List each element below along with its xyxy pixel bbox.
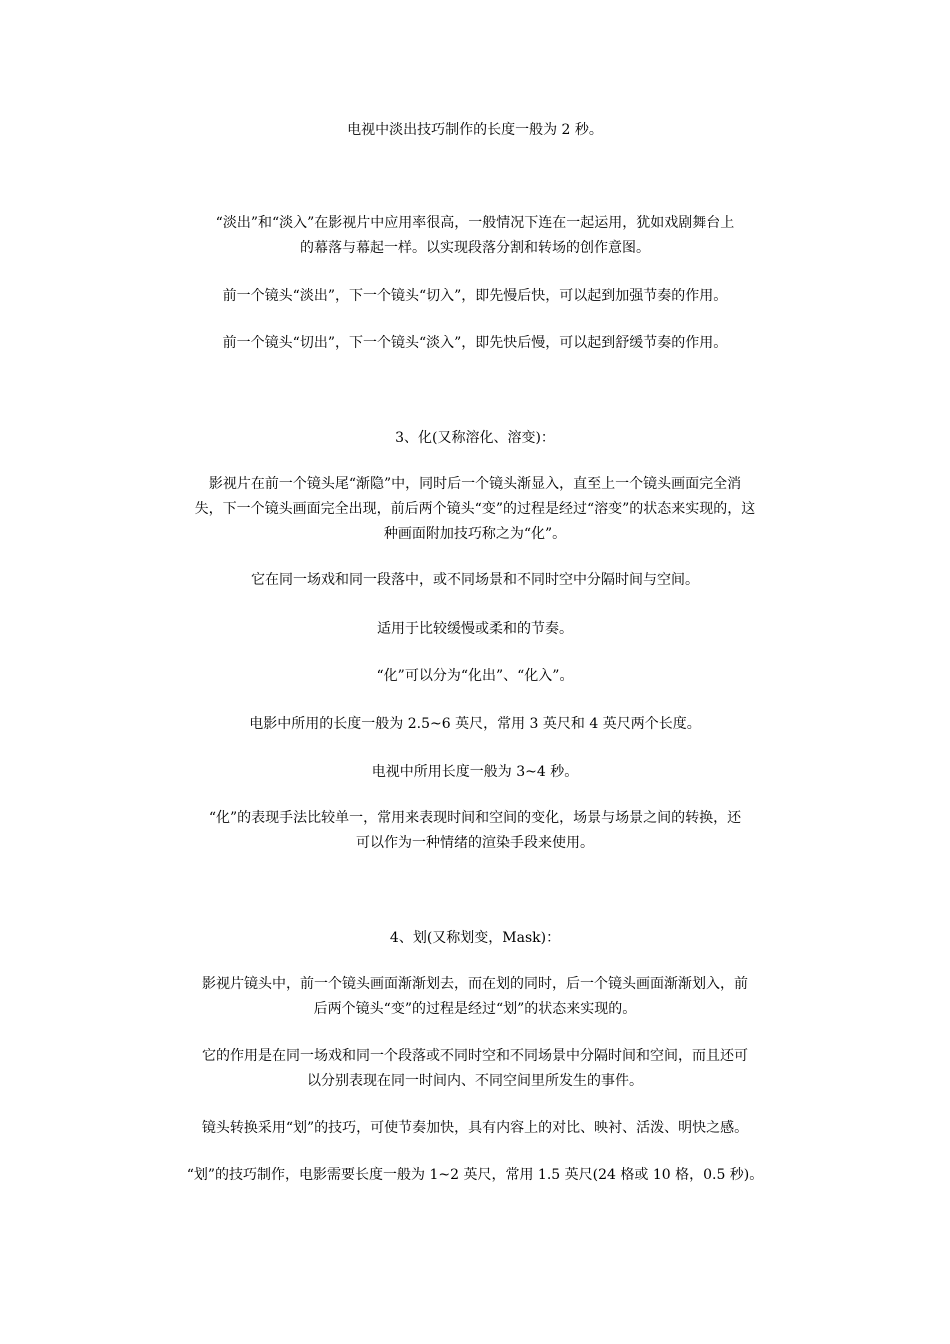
paragraph-wipe-effect xyxy=(140,1116,810,1141)
paragraph-dissolve-definition xyxy=(135,472,815,547)
text-line: 后两个镜头“变”的过程是经过“划”的状态来实现的。 xyxy=(313,1001,637,1017)
section-heading-wipe xyxy=(140,926,810,951)
text-line: 电视中淡出技巧制作的长度一般为 2 秒。 xyxy=(347,122,603,138)
text-line: 它的作用是在同一场戏和同一个段落或不同时空和不同场景中分隔时间和空间，而且还可 xyxy=(202,1048,748,1064)
text-line: “淡出”和“淡入”在影视片中应用率很高，一般情况下连在一起运用，犹如戏剧舞台上 xyxy=(215,215,735,231)
paragraph-fade-usage xyxy=(140,211,810,261)
text-line: 影视片镜头中，前一个镜头画面渐渐划去，而在划的同时，后一个镜头画面渐渐划入，前 xyxy=(202,976,748,992)
text-line: 电视中所用长度一般为 3~4 秒。 xyxy=(371,764,579,780)
text-line: 电影中所用的长度一般为 2.5~6 英尺，常用 3 英尺和 4 英尺两个长度。 xyxy=(249,716,701,732)
section-heading-dissolve xyxy=(140,426,810,451)
paragraph-tv-dissolve-length xyxy=(140,760,810,785)
paragraph-dissolve-expression xyxy=(140,806,810,856)
text-line: 可以作为一种情绪的渲染手段来使用。 xyxy=(356,835,594,851)
paragraph-dissolve-function xyxy=(140,568,810,593)
text-line: “化”的表现手法比较单一，常用来表现时间和空间的变化，场景与场景之间的转换，还 xyxy=(208,810,742,826)
text-line: 影视片在前一个镜头尾“渐隐”中，同时后一个镜头渐显入，直至上一个镜头画面完全消 xyxy=(208,476,742,492)
text-line: “划”的技巧制作，电影需要长度一般为 1~2 英尺，常用 1.5 英尺(24 格或 10 格，0.5 秒)。 xyxy=(186,1167,764,1183)
text-line: “化”可以分为“化出”、“化入”。 xyxy=(376,668,574,684)
text-line: 的幕落与幕起一样。以实现段落分割和转场的创作意图。 xyxy=(300,240,650,256)
heading-text: 4、划(又称划变，Mask)： xyxy=(389,930,561,946)
text-line: 种画面附加技巧称之为“化”。 xyxy=(383,526,567,542)
paragraph-dissolve-rhythm xyxy=(140,617,810,642)
text-line: 它在同一场戏和同一段落中，或不同场景和不同时空中分隔时间与空间。 xyxy=(251,572,699,588)
paragraph-cut-out-fade-in xyxy=(140,331,810,356)
paragraph-wipe-definition xyxy=(140,972,810,1022)
paragraph-fade-out-cut-in xyxy=(140,284,810,309)
text-line: 失，下一个镜头画面完全出现，前后两个镜头“变”的过程是经过“溶变”的状态来实现的，这 xyxy=(194,501,756,517)
paragraph-wipe-function xyxy=(140,1044,810,1094)
text-line: 适用于比较缓慢或柔和的节奏。 xyxy=(377,621,573,637)
text-line: 前一个镜头“切出”，下一个镜头“淡入”，即先快后慢，可以起到舒缓节奏的作用。 xyxy=(222,335,728,351)
text-line: 前一个镜头“淡出”，下一个镜头“切入”，即先慢后快，可以起到加强节奏的作用。 xyxy=(222,288,728,304)
paragraph-tv-fade-length xyxy=(140,118,810,143)
paragraph-wipe-length xyxy=(135,1163,815,1188)
heading-text: 3、化(又称溶化、溶变)： xyxy=(395,430,555,446)
paragraph-film-dissolve-length xyxy=(140,712,810,737)
paragraph-dissolve-types xyxy=(140,664,810,689)
text-line: 以分别表现在同一时间内、不同空间里所发生的事件。 xyxy=(307,1073,643,1089)
text-line: 镜头转换采用“划”的技巧，可使节奏加快，具有内容上的对比、映衬、活泼、明快之感。 xyxy=(201,1120,749,1136)
